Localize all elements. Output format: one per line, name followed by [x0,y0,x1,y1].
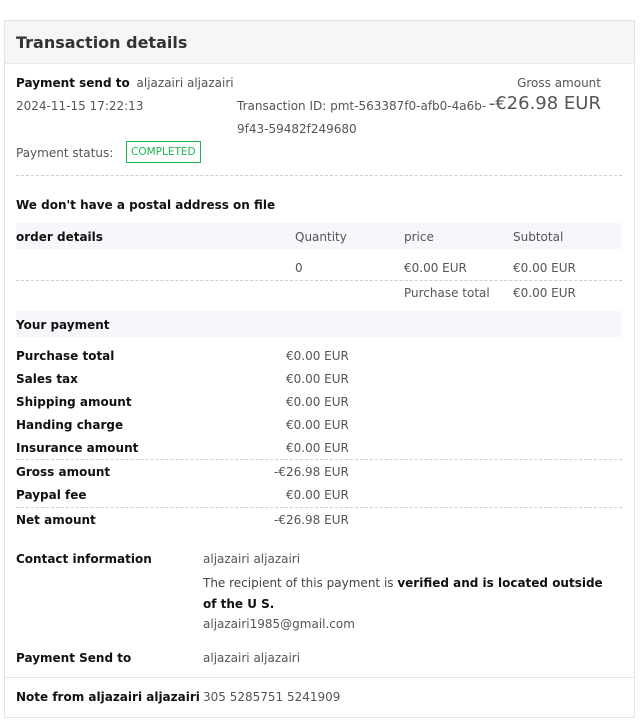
order-quantity: 0 [295,261,303,275]
status-badge: COMPLETED [126,141,201,163]
payment-line-label: Paypal fee [16,488,87,502]
quantity-header: Quantity [295,230,347,244]
order-details-header: order details [16,230,103,244]
payment-send-to-name: aljazairi aljazairi [136,76,234,90]
transaction-id-label: Transaction ID: [237,99,327,113]
divider [5,677,634,678]
divider [16,459,622,460]
subtotal-header: Subtotal [513,230,564,244]
payment-line-value: -€26.98 EUR [274,465,349,479]
contact-name: aljazairi aljazairi [203,552,301,566]
payment-line-label: Insurance amount [16,441,139,455]
page-title: Transaction details [16,33,188,52]
your-payment-title: Your payment [16,318,110,332]
payment-line-label: Gross amount [16,465,111,479]
note-value: 305 5285751 5241909 [203,690,341,704]
transaction-id-line1 [237,99,486,113]
divider [16,175,622,176]
purchase-total-value: €0.00 EUR [513,286,576,300]
net-amount-value: -€26.98 EUR [274,513,349,527]
payment-line-label: Sales tax [16,372,78,386]
transaction-datetime: 2024-11-15 17:22:13 [16,99,144,113]
recipient-verification-notice [203,573,618,615]
notice-text: The recipient of this payment is [203,576,398,590]
payment-line-value: €0.00 EUR [286,395,349,409]
price-header: price [404,230,434,244]
note-label: Note from aljazairi aljazairi [16,690,200,704]
divider [16,280,622,281]
payment-line-label: Purchase total [16,349,115,363]
payment-line-value: €0.00 EUR [286,441,349,455]
payment-send-to-label: Payment send to [16,76,130,90]
transaction-details-card [4,20,635,718]
gross-amount-label: Gross amount [517,76,601,90]
address-notice: We don't have a postal address on file [16,198,276,212]
net-amount-label: Net amount [16,513,96,527]
payment-send-to-row [16,76,234,90]
order-price: €0.00 EUR [404,261,467,275]
card-header [5,21,634,64]
payment-line-value: €0.00 EUR [286,349,349,363]
payment-line-label: Handing charge [16,418,124,432]
notice-bold-text: verified and is located outside of the U S. [203,576,603,611]
transaction-id-value-part2: 9f43-59482f249680 [237,122,357,136]
payment-line-value: €0.00 EUR [286,488,349,502]
purchase-total-label: Purchase total [404,286,490,300]
payment-line-value: €0.00 EUR [286,372,349,386]
payment-send-to-value: aljazairi aljazairi [203,651,301,665]
order-subtotal: €0.00 EUR [513,261,576,275]
payment-status-label: Payment status: [16,146,114,160]
contact-email: aljazairi1985@gmail.com [203,617,355,631]
contact-information-label: Contact information [16,552,152,566]
payment-line-label: Shipping amount [16,395,132,409]
gross-amount-value: -€26.98 EUR [488,93,601,114]
transaction-id-value-part1: pmt-563387f0-afb0-4a6b- [330,99,487,113]
divider [16,507,622,508]
payment-send-to-label: Payment Send to [16,651,132,665]
payment-line-value: €0.00 EUR [286,418,349,432]
